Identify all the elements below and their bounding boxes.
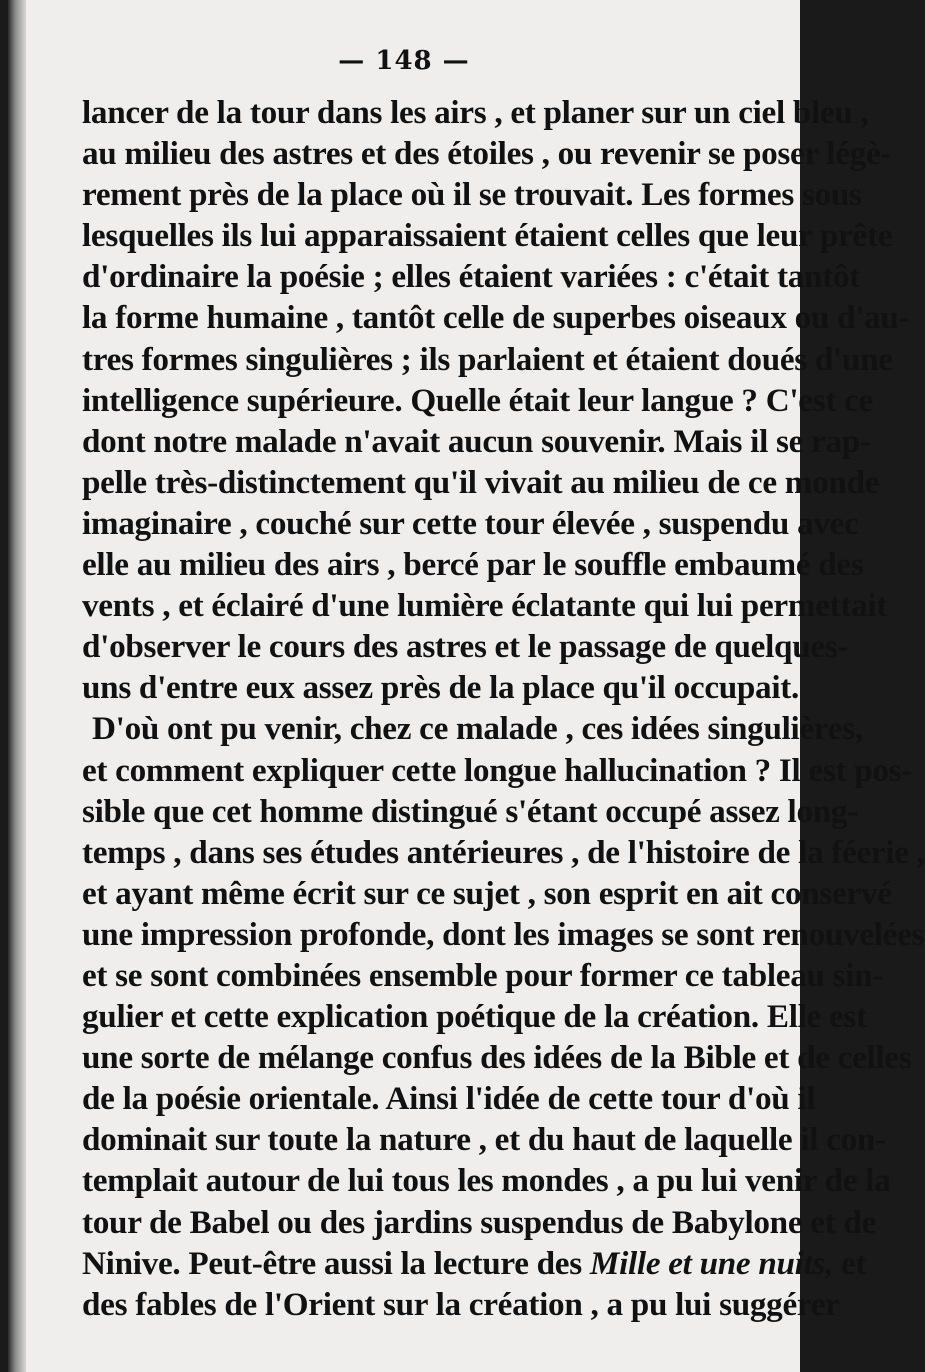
text-line-17: et comment expliquer cette longue hallucination ? Il est pos-: [82, 751, 913, 789]
text-line-11: imaginaire , couché sur cette tour élevée , suspendu avec: [82, 504, 859, 542]
text-line-4: lesquelles ils lui apparaissaient étaient celles que leur prête: [82, 217, 893, 255]
text-line-22: et se sont combinées ensemble pour former ce tableau sin-: [82, 956, 884, 994]
text-line-29: [82, 1243, 867, 1284]
text-line-16: D'où ont pu venir, chez ce malade , ces idées singulières,: [92, 710, 863, 748]
text-line-8: intelligence supérieure. Quelle était leur langue ? C'est ce: [82, 381, 873, 419]
text-line-20: et ayant même écrit sur ce sujet , son esprit en ait conservé: [82, 874, 892, 912]
text-line-10: pelle très-distinctement qu'il vivait au milieu de ce monde: [82, 463, 880, 501]
text-line-25: de la poésie orientale. Ainsi l'idée de cette tour d'où il: [82, 1080, 816, 1118]
text-line-15: uns d'entre eux assez près de la place qu'il occupait.: [82, 669, 800, 707]
text-line-26: dominait sur toute la nature , et du haut de laquelle il con-: [82, 1121, 886, 1159]
text-line-13: vents , et éclairé d'une lumière éclatante qui lui permettait: [82, 587, 888, 625]
text-line-7: tres formes singulières ; ils parlaient et étaient doués d'une: [82, 340, 893, 378]
text-line-5: d'ordinaire la poésie ; elles étaient variées : c'était tantôt: [82, 258, 861, 296]
text-line-30: des fables de l'Orient sur la création , a pu lui suggérer: [82, 1285, 840, 1323]
text-line-24: une sorte de mélange confus des idées de la Bible et de celles: [82, 1039, 912, 1077]
body-text: [82, 92, 925, 1325]
text-line-9: dont notre malade n'avait aucun souvenir. Mais il se rap-: [82, 422, 871, 460]
text-line-29-end: et: [833, 1244, 867, 1282]
book-page: [8, 0, 925, 1372]
text-line-23: gulier et cette explication poétique de la création. Elle est: [82, 998, 867, 1036]
text-line-27: templait autour de lui tous les mondes , a pu lui venir de la: [82, 1162, 891, 1200]
text-line-2: au milieu des astres et des étoiles , ou revenir se poser légè-: [82, 135, 892, 173]
text-line-12: elle au milieu des airs , bercé par le souffle embaumé des: [82, 546, 864, 584]
page-number: — 148 —: [338, 46, 470, 76]
text-line-1: lancer de la tour dans les airs , et planer sur un ciel bleu ,: [82, 94, 869, 131]
text-line-28: tour de Babel ou des jardins suspendus de Babylone et de: [82, 1203, 877, 1241]
text-line-21: une impression profonde, dont les images se sont renouvelées: [82, 915, 925, 953]
text-line-29-start: Ninive. Peut-être aussi la lecture des: [82, 1244, 582, 1282]
text-line-6: la forme humaine , tantôt celle de superbes oiseaux ou d'au-: [82, 299, 910, 337]
text-line-14: d'observer le cours des astres et le passage de quelques-: [82, 628, 849, 666]
text-line-3: rement près de la place où il se trouvait. Les formes sous: [82, 176, 862, 214]
italic-title: Mille et une nuits,: [589, 1244, 834, 1282]
text-line-19: temps , dans ses études antérieures , de l'histoire de la féerie ,: [82, 833, 925, 871]
page-edge-shadow: [8, 0, 26, 1372]
text-line-18: sible que cet homme distingué s'étant occupé assez long-: [82, 792, 858, 830]
